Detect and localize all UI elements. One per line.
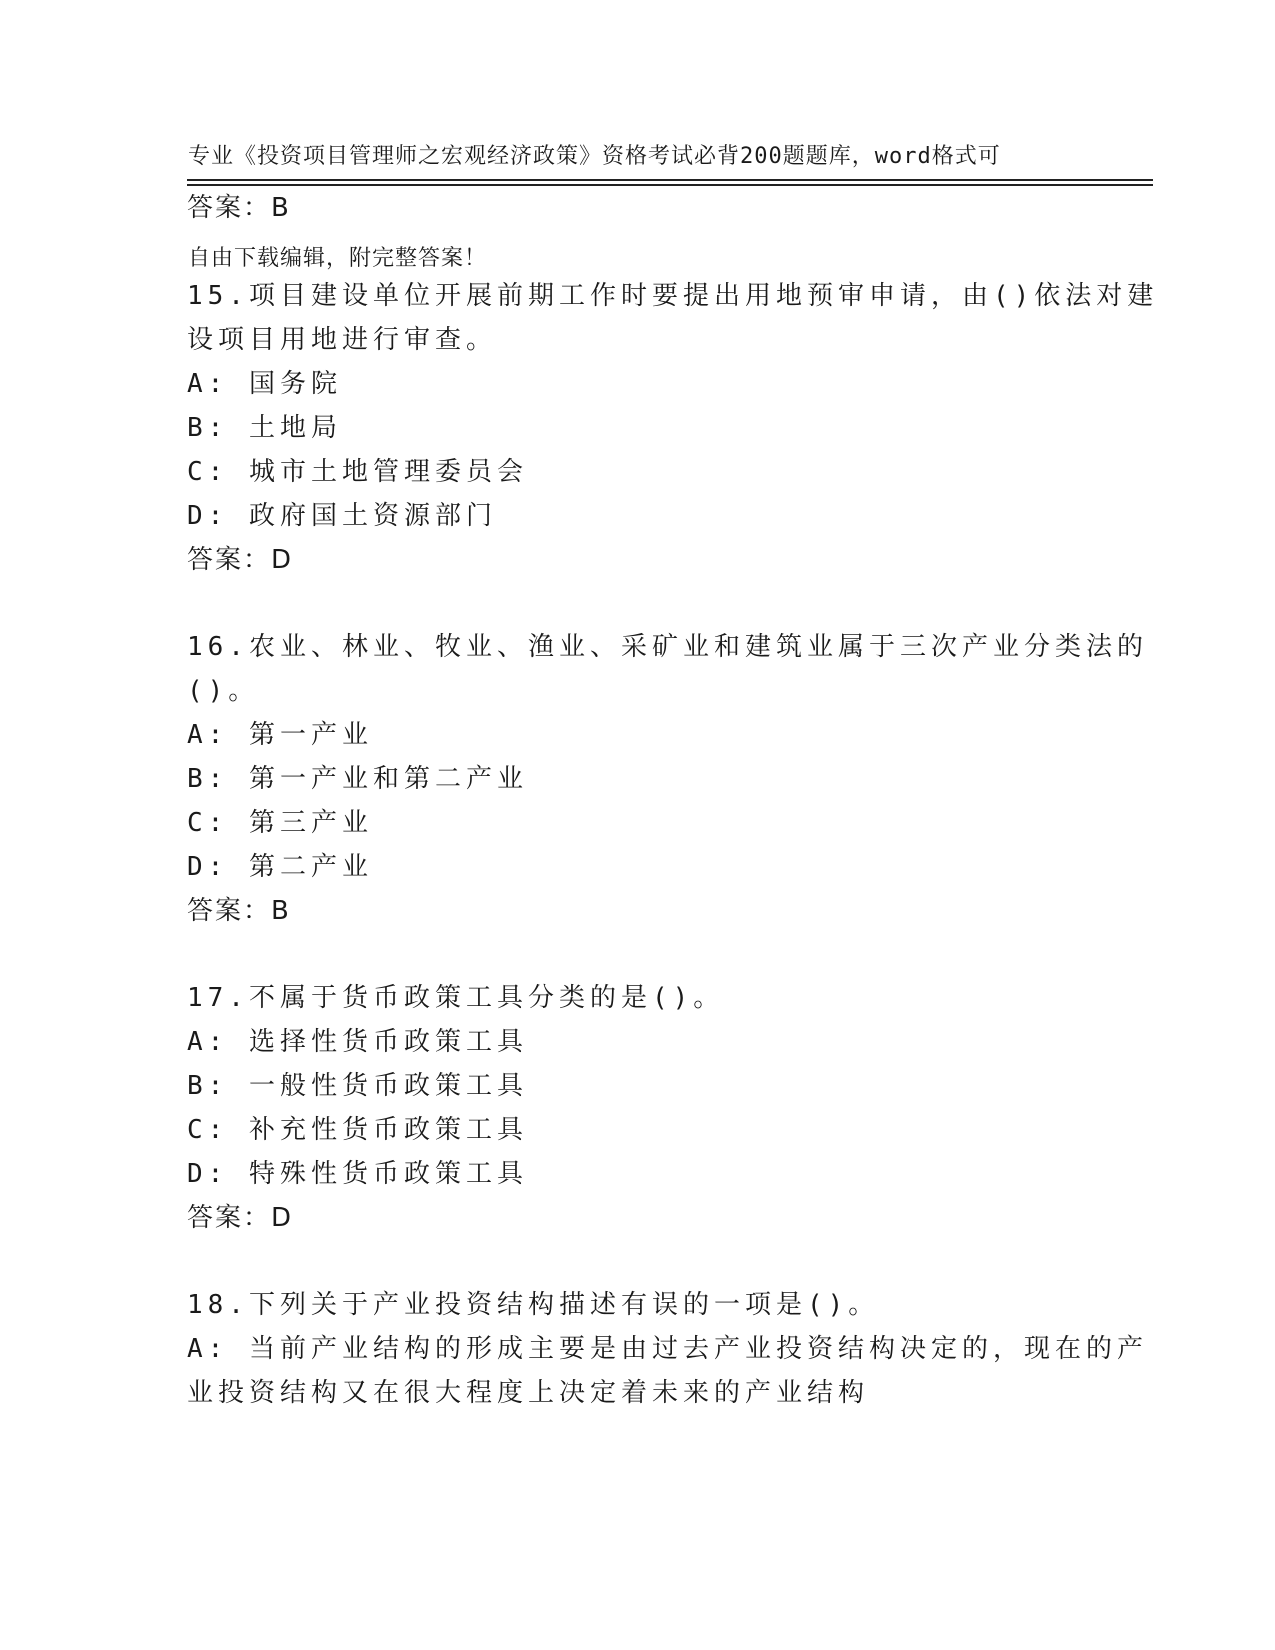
prev-answer: 答案：B — [187, 193, 291, 223]
q15-option-a: A: 国务院 — [187, 369, 342, 399]
q18-option-a-line-1: A: 当前产业结构的形成主要是由过去产业投资结构决定的，现在的产 — [187, 1334, 1148, 1364]
q18-stem: 18.下列关于产业投资结构描述有误的一项是()。 — [187, 1290, 880, 1320]
q16-stem-line-2: ()。 — [187, 676, 260, 706]
q17-option-c: C: 补充性货币政策工具 — [187, 1115, 528, 1145]
q17-option-d: D: 特殊性货币政策工具 — [187, 1159, 528, 1189]
q15-answer: 答案：D — [187, 545, 294, 575]
header-rule-top — [187, 179, 1153, 181]
q15-option-b: B: 土地局 — [187, 413, 342, 443]
q17-option-b: B: 一般性货币政策工具 — [187, 1071, 528, 1101]
q15-option-c: C: 城市土地管理委员会 — [187, 457, 528, 487]
q16-answer: 答案：B — [187, 896, 291, 926]
q15-stem-line-2: 设项目用地进行审查。 — [187, 325, 498, 355]
header-rule-bottom — [187, 184, 1153, 186]
q17-answer: 答案：D — [187, 1203, 294, 1233]
header-line-2: 自由下载编辑，附完整答案！ — [188, 246, 488, 271]
header-line-1: 专业《投资项目管理师之宏观经济政策》资格考试必背200题题库，word格式可 — [188, 144, 1001, 169]
q16-stem-line-1: 16.农业、林业、牧业、渔业、采矿业和建筑业属于三次产业分类法的 — [187, 632, 1148, 662]
q17-option-a: A: 选择性货币政策工具 — [187, 1027, 528, 1057]
q16-option-a: A: 第一产业 — [187, 720, 373, 750]
q16-option-d: D: 第二产业 — [187, 852, 373, 882]
q17-stem: 17.不属于货币政策工具分类的是()。 — [187, 983, 725, 1013]
q18-option-a-line-2: 业投资结构又在很大程度上决定着未来的产业结构 — [187, 1378, 870, 1408]
q16-option-c: C: 第三产业 — [187, 808, 373, 838]
q15-stem-line-1: 15.项目建设单位开展前期工作时要提出用地预审申请，由()依法对建 — [187, 281, 1159, 311]
q15-option-d: D: 政府国土资源部门 — [187, 501, 497, 531]
q16-option-b: B: 第一产业和第二产业 — [187, 764, 528, 794]
